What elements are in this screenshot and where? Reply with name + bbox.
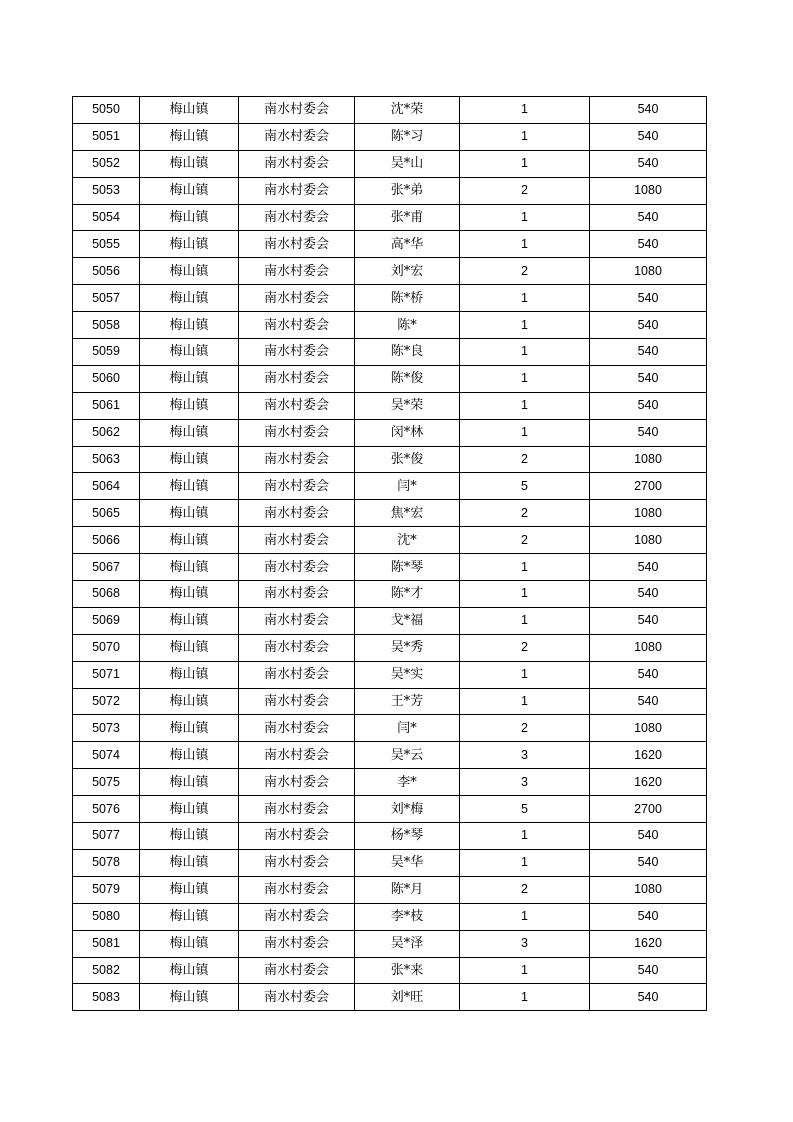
town-cell: 梅山镇 [140, 930, 239, 957]
village-committee-cell: 南水村委会 [239, 661, 355, 688]
count-cell: 3 [460, 930, 590, 957]
village-committee-cell: 南水村委会 [239, 177, 355, 204]
village-committee-cell: 南水村委会 [239, 527, 355, 554]
serial-number-cell: 5066 [73, 527, 140, 554]
serial-number-cell: 5054 [73, 204, 140, 231]
town-cell: 梅山镇 [140, 554, 239, 581]
table-row [73, 984, 707, 1011]
serial-number-cell: 5062 [73, 419, 140, 446]
serial-number-cell: 5056 [73, 258, 140, 285]
count-cell: 2 [460, 500, 590, 527]
amount-cell: 540 [590, 231, 707, 258]
count-cell: 1 [460, 823, 590, 850]
town-cell: 梅山镇 [140, 500, 239, 527]
town-cell: 梅山镇 [140, 177, 239, 204]
count-cell: 1 [460, 554, 590, 581]
amount-cell: 540 [590, 365, 707, 392]
village-committee-cell: 南水村委会 [239, 715, 355, 742]
village-committee-cell: 南水村委会 [239, 419, 355, 446]
town-cell: 梅山镇 [140, 581, 239, 608]
village-committee-cell: 南水村委会 [239, 97, 355, 124]
table-row [73, 123, 707, 150]
town-cell: 梅山镇 [140, 634, 239, 661]
table-row [73, 688, 707, 715]
village-committee-cell: 南水村委会 [239, 204, 355, 231]
amount-cell: 540 [590, 312, 707, 339]
table-row [73, 796, 707, 823]
serial-number-cell: 5071 [73, 661, 140, 688]
town-cell: 梅山镇 [140, 312, 239, 339]
name-cell: 陈*桥 [355, 285, 460, 312]
amount-cell: 1620 [590, 930, 707, 957]
serial-number-cell: 5064 [73, 473, 140, 500]
name-cell: 张*俊 [355, 446, 460, 473]
table-row [73, 957, 707, 984]
table-row [73, 876, 707, 903]
amount-cell: 2700 [590, 796, 707, 823]
amount-cell: 2700 [590, 473, 707, 500]
town-cell: 梅山镇 [140, 339, 239, 366]
table-row [73, 769, 707, 796]
village-committee-cell: 南水村委会 [239, 581, 355, 608]
town-cell: 梅山镇 [140, 984, 239, 1011]
name-cell: 吴*实 [355, 661, 460, 688]
table-row [73, 392, 707, 419]
name-cell: 戈*福 [355, 607, 460, 634]
serial-number-cell: 5050 [73, 97, 140, 124]
name-cell: 张*甫 [355, 204, 460, 231]
village-committee-cell: 南水村委会 [239, 957, 355, 984]
name-cell: 沈* [355, 527, 460, 554]
village-committee-cell: 南水村委会 [239, 796, 355, 823]
serial-number-cell: 5052 [73, 150, 140, 177]
amount-cell: 540 [590, 688, 707, 715]
count-cell: 5 [460, 796, 590, 823]
village-committee-cell: 南水村委会 [239, 339, 355, 366]
amount-cell: 540 [590, 661, 707, 688]
table-row [73, 312, 707, 339]
table-row [73, 930, 707, 957]
village-committee-cell: 南水村委会 [239, 930, 355, 957]
village-committee-cell: 南水村委会 [239, 231, 355, 258]
name-cell: 张*弟 [355, 177, 460, 204]
name-cell: 焦*宏 [355, 500, 460, 527]
name-cell: 闵*林 [355, 419, 460, 446]
count-cell: 1 [460, 957, 590, 984]
village-committee-cell: 南水村委会 [239, 876, 355, 903]
count-cell: 3 [460, 742, 590, 769]
village-committee-cell: 南水村委会 [239, 150, 355, 177]
village-committee-cell: 南水村委会 [239, 473, 355, 500]
count-cell: 3 [460, 769, 590, 796]
table-row [73, 446, 707, 473]
serial-number-cell: 5051 [73, 123, 140, 150]
amount-cell: 1080 [590, 500, 707, 527]
count-cell: 2 [460, 527, 590, 554]
village-committee-cell: 南水村委会 [239, 365, 355, 392]
serial-number-cell: 5065 [73, 500, 140, 527]
town-cell: 梅山镇 [140, 231, 239, 258]
table-row [73, 903, 707, 930]
count-cell: 1 [460, 581, 590, 608]
table-row [73, 97, 707, 124]
town-cell: 梅山镇 [140, 204, 239, 231]
amount-cell: 1080 [590, 715, 707, 742]
serial-number-cell: 5068 [73, 581, 140, 608]
serial-number-cell: 5070 [73, 634, 140, 661]
name-cell: 闫* [355, 715, 460, 742]
name-cell: 吴*秀 [355, 634, 460, 661]
village-committee-cell: 南水村委会 [239, 312, 355, 339]
table-row [73, 150, 707, 177]
table-row [73, 823, 707, 850]
village-committee-cell: 南水村委会 [239, 607, 355, 634]
serial-number-cell: 5073 [73, 715, 140, 742]
village-committee-cell: 南水村委会 [239, 984, 355, 1011]
count-cell: 1 [460, 150, 590, 177]
table-row [73, 661, 707, 688]
town-cell: 梅山镇 [140, 285, 239, 312]
serial-number-cell: 5055 [73, 231, 140, 258]
count-cell: 1 [460, 688, 590, 715]
name-cell: 吴*荣 [355, 392, 460, 419]
table-row [73, 285, 707, 312]
count-cell: 2 [460, 258, 590, 285]
name-cell: 陈* [355, 312, 460, 339]
name-cell: 沈*荣 [355, 97, 460, 124]
name-cell: 陈*俊 [355, 365, 460, 392]
serial-number-cell: 5058 [73, 312, 140, 339]
village-committee-cell: 南水村委会 [239, 446, 355, 473]
count-cell: 1 [460, 97, 590, 124]
count-cell: 1 [460, 123, 590, 150]
amount-cell: 1080 [590, 258, 707, 285]
table-row [73, 742, 707, 769]
table-row [73, 527, 707, 554]
count-cell: 2 [460, 634, 590, 661]
table-row [73, 500, 707, 527]
name-cell: 刘*旺 [355, 984, 460, 1011]
table-row [73, 258, 707, 285]
town-cell: 梅山镇 [140, 123, 239, 150]
table-row [73, 849, 707, 876]
serial-number-cell: 5083 [73, 984, 140, 1011]
name-cell: 陈*月 [355, 876, 460, 903]
serial-number-cell: 5057 [73, 285, 140, 312]
serial-number-cell: 5075 [73, 769, 140, 796]
count-cell: 1 [460, 231, 590, 258]
town-cell: 梅山镇 [140, 419, 239, 446]
table-row [73, 607, 707, 634]
town-cell: 梅山镇 [140, 392, 239, 419]
count-cell: 1 [460, 204, 590, 231]
table-row [73, 365, 707, 392]
town-cell: 梅山镇 [140, 823, 239, 850]
town-cell: 梅山镇 [140, 742, 239, 769]
village-committee-cell: 南水村委会 [239, 742, 355, 769]
name-cell: 闫* [355, 473, 460, 500]
name-cell: 杨*琴 [355, 823, 460, 850]
amount-cell: 540 [590, 392, 707, 419]
town-cell: 梅山镇 [140, 365, 239, 392]
serial-number-cell: 5080 [73, 903, 140, 930]
amount-cell: 540 [590, 823, 707, 850]
serial-number-cell: 5060 [73, 365, 140, 392]
amount-cell: 540 [590, 123, 707, 150]
name-cell: 陈*琴 [355, 554, 460, 581]
name-cell: 陈*才 [355, 581, 460, 608]
count-cell: 1 [460, 365, 590, 392]
serial-number-cell: 5078 [73, 849, 140, 876]
village-committee-cell: 南水村委会 [239, 688, 355, 715]
village-committee-cell: 南水村委会 [239, 500, 355, 527]
name-cell: 吴*华 [355, 849, 460, 876]
name-cell: 吴*泽 [355, 930, 460, 957]
town-cell: 梅山镇 [140, 715, 239, 742]
serial-number-cell: 5063 [73, 446, 140, 473]
village-committee-cell: 南水村委会 [239, 634, 355, 661]
amount-cell: 1620 [590, 742, 707, 769]
count-cell: 1 [460, 339, 590, 366]
table-row [73, 554, 707, 581]
town-cell: 梅山镇 [140, 150, 239, 177]
amount-cell: 1080 [590, 527, 707, 554]
village-committee-cell: 南水村委会 [239, 285, 355, 312]
table-row [73, 177, 707, 204]
serial-number-cell: 5077 [73, 823, 140, 850]
name-cell: 陈*良 [355, 339, 460, 366]
village-committee-cell: 南水村委会 [239, 123, 355, 150]
amount-cell: 540 [590, 957, 707, 984]
town-cell: 梅山镇 [140, 957, 239, 984]
village-committee-cell: 南水村委会 [239, 769, 355, 796]
count-cell: 1 [460, 661, 590, 688]
serial-number-cell: 5067 [73, 554, 140, 581]
serial-number-cell: 5072 [73, 688, 140, 715]
village-committee-cell: 南水村委会 [239, 903, 355, 930]
town-cell: 梅山镇 [140, 473, 239, 500]
count-cell: 1 [460, 984, 590, 1011]
town-cell: 梅山镇 [140, 446, 239, 473]
name-cell: 吴*山 [355, 150, 460, 177]
serial-number-cell: 5069 [73, 607, 140, 634]
count-cell: 2 [460, 715, 590, 742]
town-cell: 梅山镇 [140, 796, 239, 823]
count-cell: 2 [460, 446, 590, 473]
serial-number-cell: 5074 [73, 742, 140, 769]
amount-cell: 1080 [590, 446, 707, 473]
amount-cell: 540 [590, 419, 707, 446]
town-cell: 梅山镇 [140, 849, 239, 876]
amount-cell: 540 [590, 285, 707, 312]
name-cell: 李* [355, 769, 460, 796]
village-committee-cell: 南水村委会 [239, 849, 355, 876]
serial-number-cell: 5079 [73, 876, 140, 903]
table-row [73, 204, 707, 231]
amount-cell: 1080 [590, 876, 707, 903]
town-cell: 梅山镇 [140, 97, 239, 124]
amount-cell: 540 [590, 339, 707, 366]
table-row [73, 419, 707, 446]
name-cell: 高*华 [355, 231, 460, 258]
town-cell: 梅山镇 [140, 769, 239, 796]
amount-cell: 540 [590, 849, 707, 876]
serial-number-cell: 5059 [73, 339, 140, 366]
town-cell: 梅山镇 [140, 607, 239, 634]
name-cell: 陈*习 [355, 123, 460, 150]
serial-number-cell: 5082 [73, 957, 140, 984]
serial-number-cell: 5076 [73, 796, 140, 823]
count-cell: 5 [460, 473, 590, 500]
village-committee-cell: 南水村委会 [239, 823, 355, 850]
town-cell: 梅山镇 [140, 527, 239, 554]
count-cell: 1 [460, 607, 590, 634]
records-table [72, 96, 707, 1011]
amount-cell: 1080 [590, 634, 707, 661]
town-cell: 梅山镇 [140, 903, 239, 930]
name-cell: 李*枝 [355, 903, 460, 930]
amount-cell: 540 [590, 204, 707, 231]
village-committee-cell: 南水村委会 [239, 392, 355, 419]
name-cell: 王*芳 [355, 688, 460, 715]
table-body [73, 97, 707, 1011]
serial-number-cell: 5053 [73, 177, 140, 204]
table-row [73, 339, 707, 366]
count-cell: 1 [460, 285, 590, 312]
name-cell: 刘*宏 [355, 258, 460, 285]
count-cell: 2 [460, 876, 590, 903]
table-row [73, 715, 707, 742]
count-cell: 1 [460, 903, 590, 930]
amount-cell: 1080 [590, 177, 707, 204]
amount-cell: 540 [590, 607, 707, 634]
name-cell: 刘*梅 [355, 796, 460, 823]
amount-cell: 540 [590, 903, 707, 930]
count-cell: 2 [460, 177, 590, 204]
town-cell: 梅山镇 [140, 876, 239, 903]
amount-cell: 540 [590, 984, 707, 1011]
amount-cell: 1620 [590, 769, 707, 796]
count-cell: 1 [460, 849, 590, 876]
amount-cell: 540 [590, 581, 707, 608]
name-cell: 张*来 [355, 957, 460, 984]
town-cell: 梅山镇 [140, 258, 239, 285]
town-cell: 梅山镇 [140, 688, 239, 715]
village-committee-cell: 南水村委会 [239, 258, 355, 285]
serial-number-cell: 5061 [73, 392, 140, 419]
name-cell: 吴*云 [355, 742, 460, 769]
amount-cell: 540 [590, 554, 707, 581]
table-row [73, 634, 707, 661]
amount-cell: 540 [590, 150, 707, 177]
table-row [73, 581, 707, 608]
count-cell: 1 [460, 419, 590, 446]
village-committee-cell: 南水村委会 [239, 554, 355, 581]
table-row [73, 473, 707, 500]
serial-number-cell: 5081 [73, 930, 140, 957]
count-cell: 1 [460, 392, 590, 419]
count-cell: 1 [460, 312, 590, 339]
amount-cell: 540 [590, 97, 707, 124]
table-row [73, 231, 707, 258]
town-cell: 梅山镇 [140, 661, 239, 688]
